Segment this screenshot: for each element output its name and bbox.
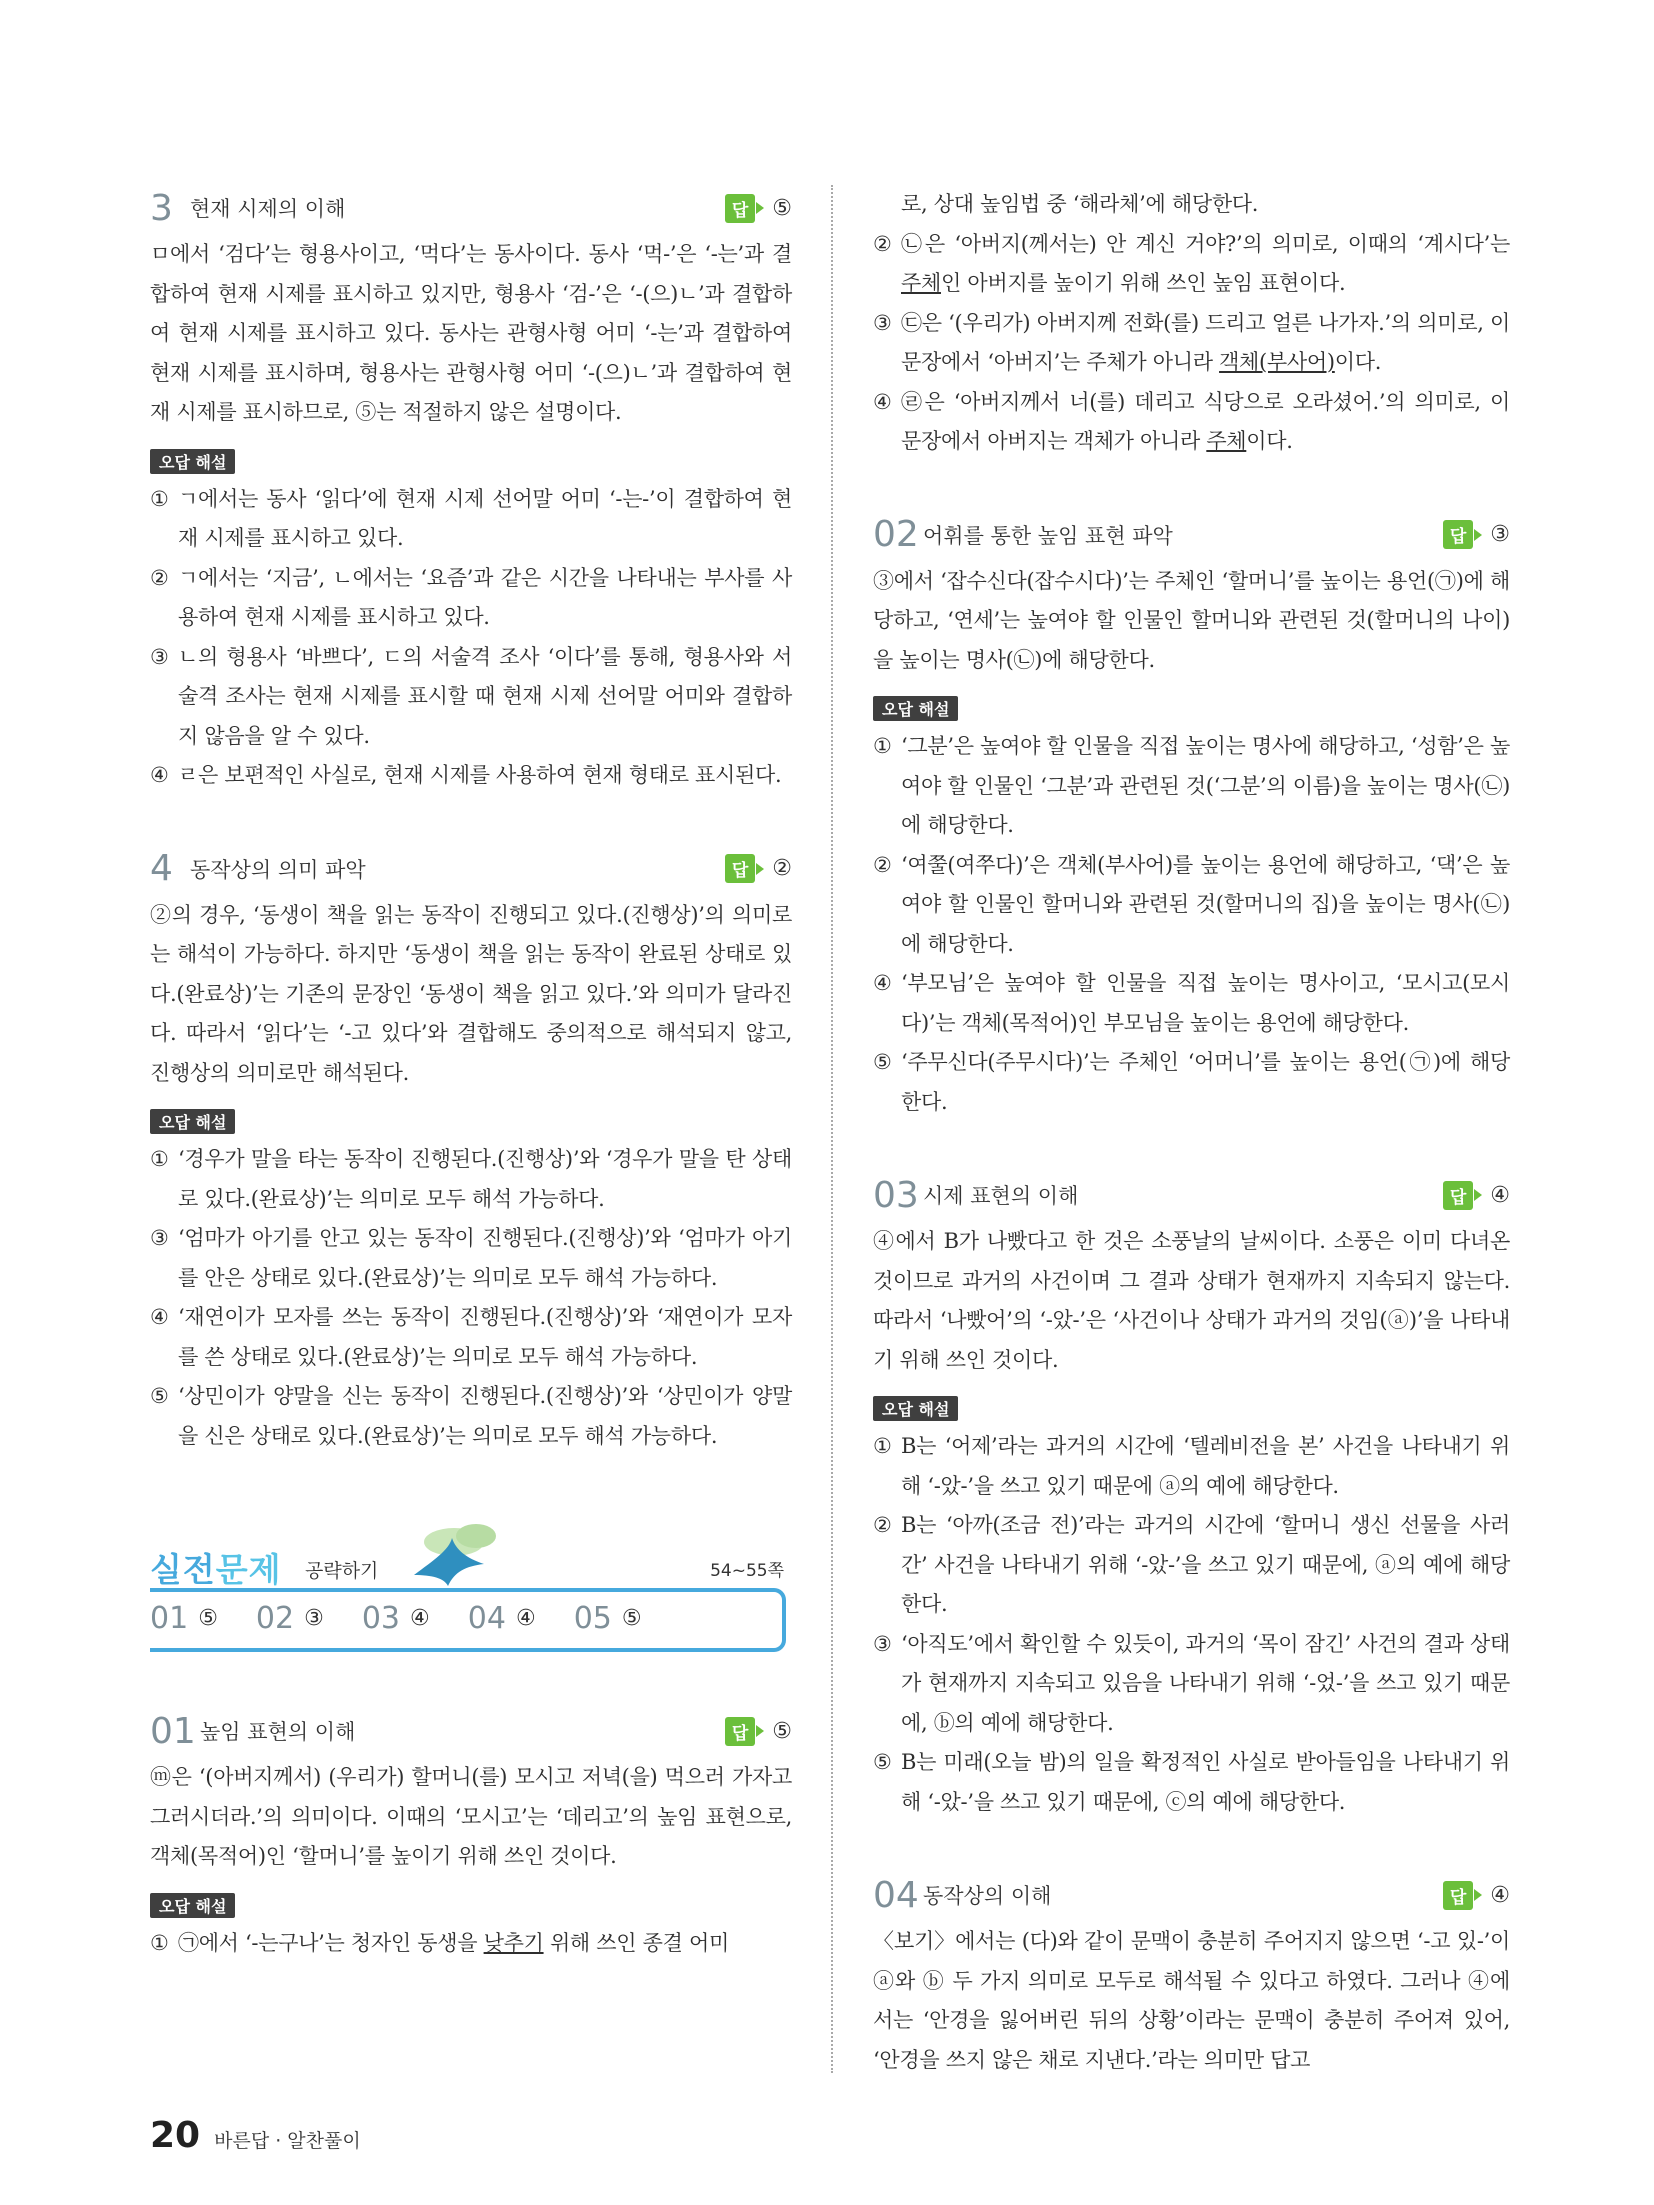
section-title: 시제 표현의 이해 bbox=[923, 1184, 1079, 1208]
quick-answer: 03 ④ bbox=[361, 1600, 430, 1636]
section-04 bbox=[873, 1872, 1510, 2080]
wrong-answer-tag: 오답 해설 bbox=[873, 1396, 958, 1421]
answer-value: ⑤ bbox=[772, 1718, 792, 1744]
section-title: 현재 시제의 이해 bbox=[190, 197, 346, 221]
arrow-icon bbox=[1474, 1889, 1482, 1901]
answer-value: ④ bbox=[1490, 1182, 1510, 1208]
list-item: 로, 상대 높임법 중 ‘해라체’에 해당한다. bbox=[901, 192, 1259, 216]
list-item: ① ‘경우가 말을 타는 동작이 진행된다.(진행상)’와 ‘경우가 말을 탄 상태로 있다.(완료상)’는 의미로 모두 해석 가능하다. bbox=[150, 1147, 792, 1211]
answer-badge: 답 bbox=[725, 194, 755, 223]
section-01 bbox=[150, 1708, 792, 1963]
list-item: ① ‘그분’은 높여야 할 인물을 직접 높이는 명사에 해당하고, ‘성함’은 높여야 할 인물인 ‘그분’과 관련된 것(‘그분’의 이름)을 높이는 명사(㉡)에 해당한다. bbox=[873, 734, 1510, 837]
wrong-answer-tag: 오답 해설 bbox=[150, 449, 235, 474]
wrong-answer-tag: 오답 해설 bbox=[150, 1893, 235, 1918]
list-item: ⑤ ‘상민이가 양말을 신는 동작이 진행된다.(진행상)’와 ‘상민이가 양말을 신은 상태로 있다.(완료상)’는 의미로 모두 해석 가능하다. bbox=[150, 1384, 792, 1448]
section-number: 02 bbox=[873, 514, 919, 555]
section-number: 01 bbox=[150, 1710, 196, 1752]
answer-marker bbox=[1443, 520, 1510, 549]
arrow-icon bbox=[1474, 1189, 1482, 1201]
quick-answer: 04 ④ bbox=[467, 1600, 536, 1636]
section-title: 동작상의 이해 bbox=[923, 1884, 1052, 1908]
section-number: 3 bbox=[150, 187, 173, 229]
quick-answer: 05 ⑤ bbox=[573, 1600, 642, 1636]
list-item: ③ ‘아직도’에서 확인할 수 있듯이, 과거의 ‘목이 잠긴’ 사건의 결과 상태가 현재까지 지속되고 있음을 나타내기 위해 ‘-었-’을 쓰고 있기 때문에, ⓑ의 예에 해당한다. bbox=[873, 1631, 1510, 1735]
list-item: ① ㄱ에서는 동사 ‘읽다’에 현재 시제 선어말 어미 ‘-는-’이 결합하여 현재 시제를 표시하고 있다. bbox=[150, 486, 792, 550]
practice-pages: 54~55쪽 bbox=[710, 1561, 784, 1581]
page-footer bbox=[150, 2115, 361, 2156]
list-item: ① B는 ‘어제’라는 과거의 시간에 ‘텔레비전을 본’ 사건을 나타내기 위해 ‘-았-’을 쓰고 있기 때문에 ⓐ의 예에 해당한다. bbox=[873, 1434, 1510, 1498]
section-number: 04 bbox=[873, 1874, 919, 1916]
section-number: 03 bbox=[873, 1174, 919, 1216]
answer-badge: 답 bbox=[1443, 1181, 1473, 1210]
explanation: ②의 경우, ‘동생이 책을 읽는 동작이 진행되고 있다.(진행상)’의 의미로는 해석이 가능하다. 하지만 ‘동생이 책을 읽는 동작이 완료된 상태로 있다.(완료상)’는 기존의 문장인 ‘동생이 책을 읽고 있다.’와 의미가 달라진다. 따라서 ‘읽다’는 ‘-고 있다’와 결합해도 중의적으로 해석되지 않고, 진행상의 의미로만 해석된다. bbox=[150, 902, 792, 1085]
answer-badge: 답 bbox=[1443, 520, 1473, 549]
list-item: ① ㉠에서 ‘-는구나’는 청자인 동생을 낮추기 위해 쓰인 종결 어미 bbox=[150, 1930, 729, 1955]
answer-row bbox=[150, 1592, 680, 1644]
section-title: 어휘를 통한 높임 표현 파악 bbox=[923, 523, 1173, 548]
list-item: ② ㉡은 ‘아버지(께서는) 안 계신 거야?’의 의미로, 이때의 ‘계시다’는 주체인 아버지를 높이기 위해 쓰인 높임 표현이다. bbox=[873, 231, 1510, 295]
list-item: ② ㄱ에서는 ‘지금’, ㄴ에서는 ‘요즘’과 같은 시간을 나타내는 부사를 사용하여 현재 시제를 표시하고 있다. bbox=[150, 565, 792, 629]
list-item: ② B는 ‘아까(조금 전)’라는 과거의 시간에 ‘할머니 생신 선물을 사러 간’ 사건을 나타내기 위해 ‘-았-’을 쓰고 있기 때문에, ⓐ의 예에 해당한다. bbox=[873, 1513, 1510, 1616]
arrow-icon bbox=[756, 1725, 764, 1737]
column-divider bbox=[831, 185, 833, 2073]
book-title: 바른답 · 알찬풀이 bbox=[214, 2130, 361, 2152]
list-item: ⑤ B는 미래(오늘 밤)의 일을 확정적인 사실로 받아들임을 나타내기 위해 ‘-았-’을 쓰고 있기 때문에, ⓒ의 예에 해당한다. bbox=[873, 1750, 1510, 1814]
answer-badge: 답 bbox=[725, 1717, 755, 1746]
answer-marker bbox=[725, 1717, 792, 1746]
section-number: 4 bbox=[150, 848, 173, 889]
list-item: ④ ‘부모님’은 높여야 할 인물을 직접 높이는 명사이고, ‘모시고(모시다)’는 객체(목적어)인 부모님을 높이는 용언에 해당한다. bbox=[873, 971, 1510, 1035]
explanation: ㅁ에서 ‘검다’는 형용사이고, ‘먹다’는 동사이다. 동사 ‘먹-’은 ‘-는’과 결합하여 현재 시제를 표시하고 있지만, 형용사 ‘검-’은 ‘-(으)ㄴ’과 결합하여 현재 시제를 표시하고 있다. 동사는 관형사형 어미 ‘-는’과 결합하여 현재 시제를 표시하며, 형용사는 관형사형 어미 ‘-(으)ㄴ’과 결합하여 현재 시제를 표시하므로, ⑤는 적절하지 않은 설명이다. bbox=[150, 242, 792, 424]
section-title: 높임 표현의 이해 bbox=[200, 1720, 356, 1744]
answer-badge: 답 bbox=[1443, 1881, 1473, 1910]
answer-marker bbox=[1443, 1881, 1510, 1910]
explanation: ⓜ은 ‘(아버지께서) (우리가) 할머니(를) 모시고 저녁(을) 먹으러 가자고 그러시더라.’의 의미이다. 이때의 ‘모시고’는 ‘데리고’의 높임 표현으로, 객체(목적어)인 ‘할머니’를 높이기 위해 쓰인 것이다. bbox=[150, 1765, 792, 1868]
list-item: ⑤ ‘주무신다(주무시다)’는 주체인 ‘어머니’를 높이는 용언(㉠)에 해당한다. bbox=[873, 1050, 1510, 1114]
answer-marker bbox=[1443, 1181, 1510, 1210]
answer-badge: 답 bbox=[725, 854, 755, 883]
section-3 bbox=[150, 185, 792, 796]
practice-title: 실전문제 bbox=[150, 1550, 282, 1589]
whale-tail-icon bbox=[404, 1520, 584, 1590]
explanation: ④에서 B가 나빴다고 한 것은 소풍날의 날씨이다. 소풍은 이미 다녀온 것이므로 과거의 사건이며 그 결과 상태가 현재까지 지속되지 않는다. 따라서 ‘나빴어’의 ‘-았-’은 ‘사건이나 상태가 과거의 것임(ⓐ)’을 나타내기 위해 쓰인 것이다. bbox=[873, 1229, 1510, 1372]
answer-marker bbox=[725, 854, 792, 883]
page-number: 20 bbox=[150, 2115, 201, 2156]
arrow-icon bbox=[756, 202, 764, 214]
practice-subtitle: 공략하기 bbox=[305, 1560, 379, 1582]
quick-answer: 01 ⑤ bbox=[150, 1600, 218, 1636]
quick-answer: 02 ③ bbox=[255, 1600, 324, 1636]
wrong-answer-tag: 오답 해설 bbox=[873, 696, 958, 721]
arrow-icon bbox=[1474, 529, 1482, 541]
list-item: ④ ㉣은 ‘아버지께서 너(를) 데리고 식당으로 오라셨어.’의 의미로, 이 문장에서 아버지는 객체가 아니라 주체이다. bbox=[873, 389, 1510, 453]
list-item: ③ ‘엄마가 아기를 안고 있는 동작이 진행된다.(진행상)’와 ‘엄마가 아기를 안은 상태로 있다.(완료상)’는 의미로 모두 해석 가능하다. bbox=[150, 1226, 792, 1290]
explanation: ③에서 ‘잡수신다(잡수시다)’는 주체인 ‘할머니’를 높이는 용언(㉠)에 해당하고, ‘연세’는 높여야 할 인물인 할머니와 관련된 것(할머니의 나이)을 높이는 명사(㉡)에 해당한다. bbox=[873, 568, 1510, 672]
arrow-icon bbox=[756, 863, 764, 875]
answer-value: ⑤ bbox=[772, 195, 792, 221]
wrong-answer-tag: 오답 해설 bbox=[150, 1109, 235, 1134]
explanation: 〈보기〉에서는 (다)와 같이 문맥이 충분히 주어지지 않으면 ‘-고 있-’이 ⓐ와 ⓑ 두 가지 의미로 모두로 해석될 수 있다고 하였다. 그러나 ④에서는 ‘안경을 잃어버린 뒤의 상황’이라는 문맥이 충분히 주어져 있어, ‘안경을 쓰지 않은 채로 지낸다.’라는 의미만 답고 bbox=[873, 1929, 1510, 2072]
list-item: ④ ‘재연이가 모자를 쓰는 동작이 진행된다.(진행상)’와 ‘재연이가 모자를 쓴 상태로 있다.(완료상)’는 의미로 모두 해석 가능하다. bbox=[150, 1305, 792, 1369]
list-item: ③ ㉢은 ‘(우리가) 아버지께 전화(를) 드리고 얼른 나가자.’의 의미로, 이 문장에서 ‘아버지’는 주체가 아니라 객체(부사어)이다. bbox=[873, 310, 1510, 374]
section-03 bbox=[873, 1172, 1510, 1822]
section-title: 동작상의 의미 파악 bbox=[190, 857, 366, 882]
practice-banner bbox=[150, 1506, 792, 1666]
right-column bbox=[873, 185, 1510, 2080]
answer-value: ② bbox=[772, 856, 792, 881]
section-4 bbox=[150, 846, 792, 1457]
left-column bbox=[150, 185, 792, 1963]
list-item: ④ ㄹ은 보편적인 사실로, 현재 시제를 사용하여 현재 형태로 표시된다. bbox=[150, 763, 782, 787]
answer-marker bbox=[725, 194, 792, 223]
list-item: ② ‘여쭐(여쭈다)’은 객체(부사어)를 높이는 용언에 해당하고, ‘댁’은 높여야 할 인물인 할머니와 관련된 것(할머니의 집)을 높이는 명사(㉡)에 해당한다. bbox=[873, 852, 1510, 956]
list-item: ③ ㄴ의 형용사 ‘바쁘다’, ㄷ의 서술격 조사 ‘이다’를 통해, 형용사와 서술격 조사는 현재 시제를 표시할 때 현재 시제 선어말 어미와 결합하지 않음을 알 수 있다. bbox=[150, 644, 792, 748]
section-02 bbox=[873, 512, 1510, 1123]
answer-value: ③ bbox=[1490, 522, 1510, 547]
answer-value: ④ bbox=[1490, 1882, 1510, 1908]
